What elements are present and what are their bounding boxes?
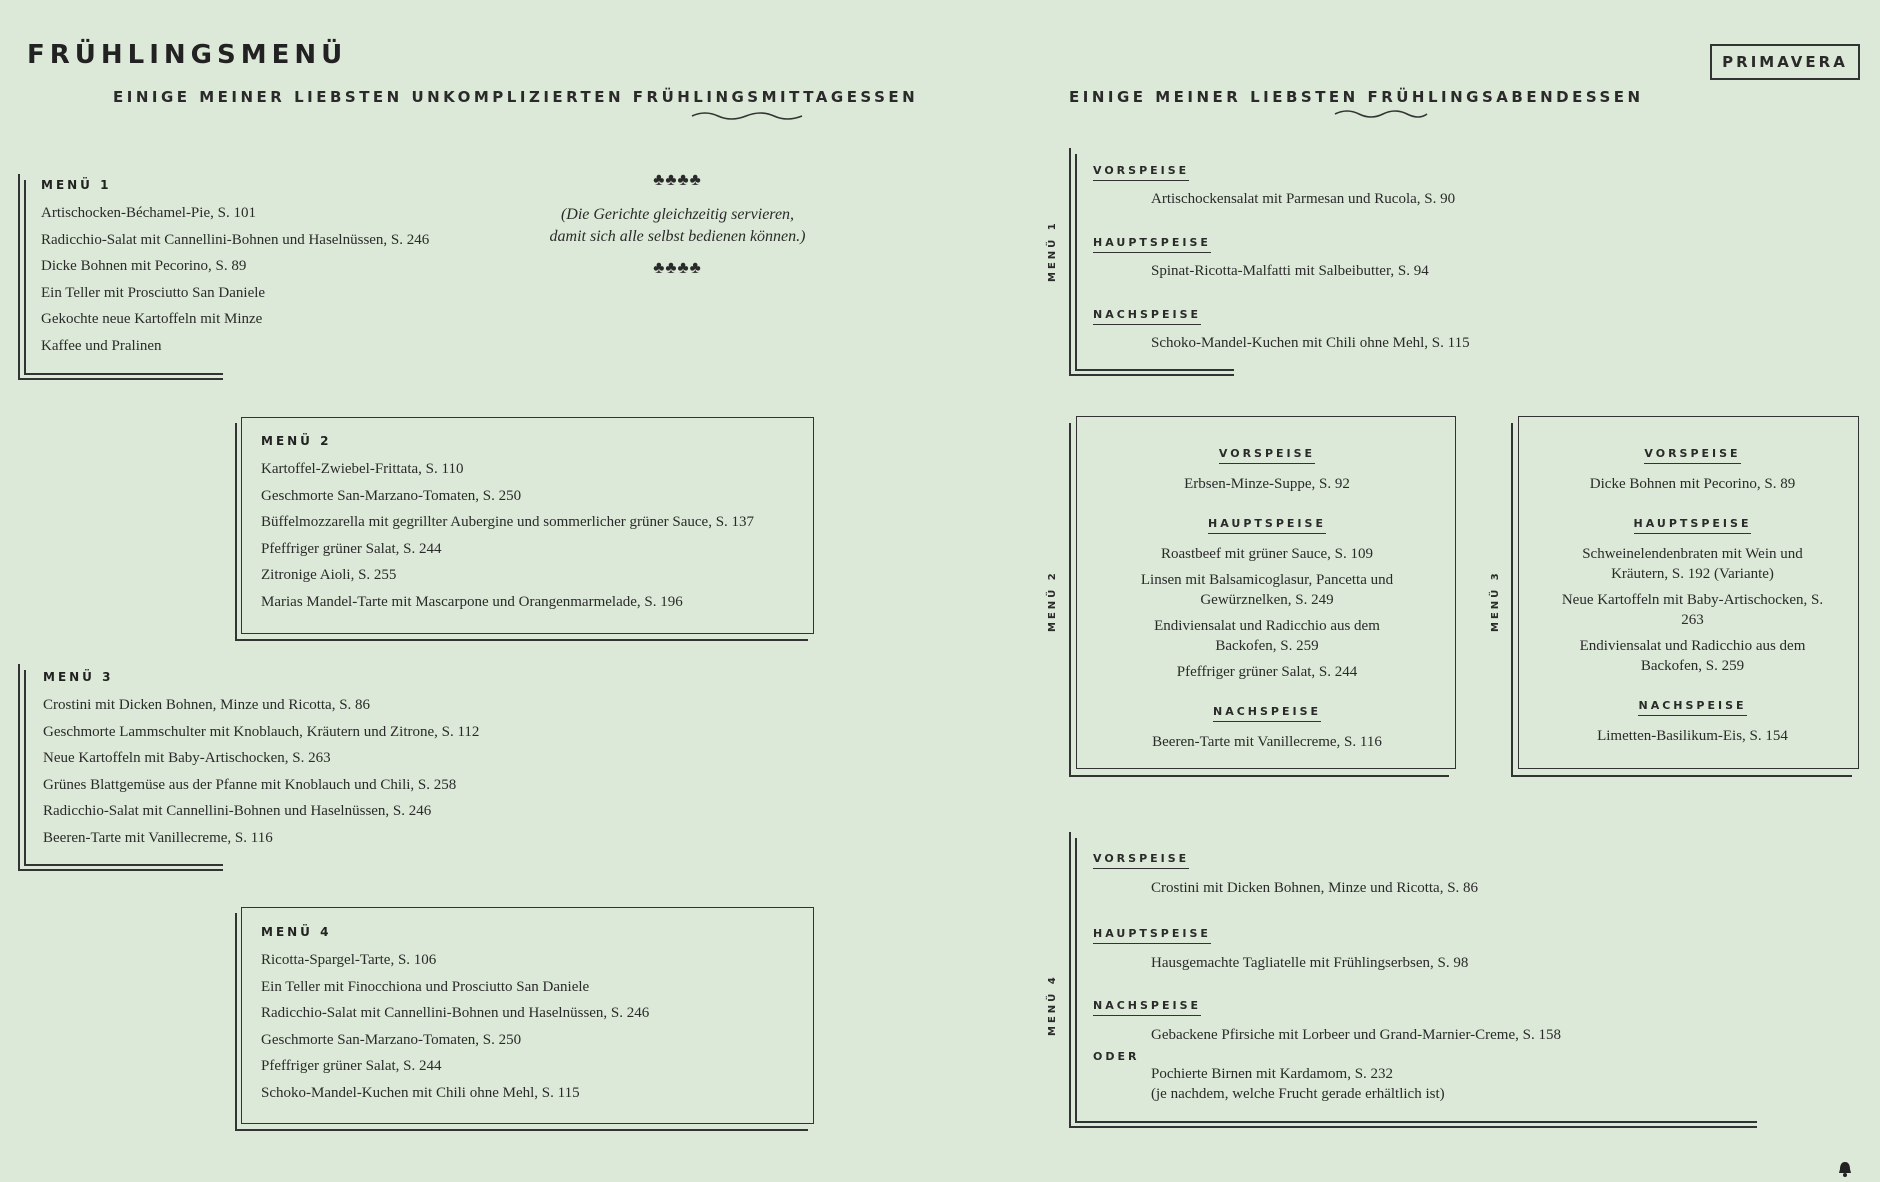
dish: Geschmorte San-Marzano-Tomaten, S. 250 xyxy=(261,1031,522,1048)
clover-ornament-icon: ♣♣♣♣ xyxy=(653,170,702,189)
course-label: NACHSPEISE xyxy=(1093,999,1201,1016)
dish: Limetten-Basilikum-Eis, S. 154 xyxy=(1597,728,1788,744)
dish: Gebackene Pfirsiche mit Lorbeer und Grand-Marnier-Creme, S. 158 xyxy=(1151,1027,1561,1043)
menu-label: MENÜ 4 xyxy=(261,925,332,939)
dish: Crostini mit Dicken Bohnen, Minze und Ricotta, S. 86 xyxy=(1151,880,1479,896)
dish: Artischockensalat mit Parmesan und Rucola, S. 90 xyxy=(1151,191,1456,207)
course-label: NACHSPEISE xyxy=(1093,308,1201,325)
course-label: VORSPEISE xyxy=(1644,447,1740,464)
dinner-heading: EINIGE MEINER LIEBSTEN FRÜHLINGSABENDESSEN xyxy=(1069,88,1644,106)
menu-vertical-label: MENÜ 2 xyxy=(1047,570,1058,632)
dish: Dicke Bohnen mit Pecorino, S. 89 xyxy=(1589,476,1796,492)
dish: Schweinelendenbraten mit Wein und Kräutern, S. 192 (Variante) xyxy=(1582,546,1803,582)
dish: Marias Mandel-Tarte mit Mascarpone und Orangenmarmelade, S. 196 xyxy=(261,593,683,610)
course-label: HAUPTSPEISE xyxy=(1634,517,1752,534)
dish: Radicchio-Salat mit Cannellini-Bohnen und Haselnüssen, S. 246 xyxy=(43,803,432,819)
dish: Kartoffel-Zwiebel-Frittata, S. 110 xyxy=(261,461,464,477)
dish: Beeren-Tarte mit Vanillecreme, S. 116 xyxy=(43,829,273,846)
menu-vertical-label: MENÜ 1 xyxy=(1047,220,1058,282)
dish: Geschmorte Lammschulter mit Knoblauch, Kräutern und Zitrone, S. 112 xyxy=(43,723,480,740)
course-label: VORSPEISE xyxy=(1219,447,1315,464)
dish: Beeren-Tarte mit Vanillecreme, S. 116 xyxy=(1152,734,1382,750)
dish: Spinat-Ricotta-Malfatti mit Salbeibutter, S. 94 xyxy=(1151,263,1429,279)
dish: Erbsen-Minze-Suppe, S. 92 xyxy=(1184,476,1350,492)
dish: Ein Teller mit Finocchiona und Prosciutto San Daniele xyxy=(261,978,590,995)
dish-note: (je nachdem, welche Frucht gerade erhältlich ist) xyxy=(1151,1086,1445,1102)
dish: Schoko-Mandel-Kuchen mit Chili ohne Mehl, S. 115 xyxy=(1151,335,1470,351)
course-label: HAUPTSPEISE xyxy=(1208,517,1326,534)
dish: Büffelmozzarella mit gegrillter Aubergine und sommerlicher grüner Sauce, S. 137 xyxy=(261,514,755,530)
serving-note xyxy=(535,170,820,278)
squiggle-ornament xyxy=(690,108,810,122)
dish: Crostini mit Dicken Bohnen, Minze und Ricotta, S. 86 xyxy=(43,697,371,713)
dish: Ricotta-Spargel-Tarte, S. 106 xyxy=(261,952,437,968)
course-label: HAUPTSPEISE xyxy=(1093,236,1211,253)
dish: Schoko-Mandel-Kuchen mit Chili ohne Mehl, S. 115 xyxy=(261,1084,580,1101)
dish: Endiviensalat und Radicchio aus dem Backofen, S. 259 xyxy=(1579,638,1806,674)
dish: Pfeffriger grüner Salat, S. 244 xyxy=(261,540,442,557)
dish: Artischocken-Béchamel-Pie, S. 101 xyxy=(41,205,256,221)
dish: Neue Kartoffeln mit Baby-Artischocken, S. 263 xyxy=(43,750,331,766)
dish: Kaffee und Pralinen xyxy=(41,337,162,354)
dish: Geschmorte San-Marzano-Tomaten, S. 250 xyxy=(261,487,522,504)
dish: Roastbeef mit grüner Sauce, S. 109 xyxy=(1160,546,1374,562)
course-label: VORSPEISE xyxy=(1093,852,1189,869)
note-line: (Die Gerichte gleichzeitig servieren, xyxy=(560,206,795,223)
or-label: ODER xyxy=(1093,1050,1140,1063)
lunch-heading: EINIGE MEINER LIEBSTEN UNKOMPLIZIERTEN FRÜHLINGSMITTAGESSEN xyxy=(113,88,919,106)
squiggle-ornament xyxy=(1333,106,1429,120)
course-label: NACHSPEISE xyxy=(1213,705,1321,722)
dish: Pfeffriger grüner Salat, S. 244 xyxy=(261,1058,442,1074)
dish: Gekochte neue Kartoffeln mit Minze xyxy=(41,311,263,327)
menu-label: MENÜ 2 xyxy=(261,434,332,448)
menu-label: MENÜ 1 xyxy=(41,178,112,192)
menu-vertical-label: MENÜ 3 xyxy=(1490,570,1501,632)
dish: Grünes Blattgemüse aus der Pfanne mit Knoblauch und Chili, S. 258 xyxy=(43,776,457,793)
course-label: HAUPTSPEISE xyxy=(1093,927,1211,944)
dish: Endiviensalat und Radicchio aus dem Backofen, S. 259 xyxy=(1154,618,1380,654)
note-line: damit sich alle selbst bedienen können.) xyxy=(549,228,806,245)
dish: Radicchio-Salat mit Cannellini-Bohnen und Haselnüssen, S. 246 xyxy=(41,231,430,248)
dish: Linsen mit Balsamicoglasur, Pancetta und Gewürznelken, S. 249 xyxy=(1140,572,1394,608)
course-label: VORSPEISE xyxy=(1093,164,1189,181)
dish: Hausgemachte Tagliatelle mit Frühlingserbsen, S. 98 xyxy=(1151,955,1469,971)
dish: Pfeffriger grüner Salat, S. 244 xyxy=(1176,664,1358,680)
clover-ornament-icon: ♣♣♣♣ xyxy=(653,258,702,277)
page-title: FRÜHLINGSMENÜ xyxy=(27,40,348,70)
dish: Radicchio-Salat mit Cannellini-Bohnen und Haselnüssen, S. 246 xyxy=(261,1005,650,1021)
menu-label: MENÜ 3 xyxy=(43,670,114,684)
season-badge: PRIMAVERA xyxy=(1710,44,1860,80)
menu-vertical-label: MENÜ 4 xyxy=(1047,974,1058,1036)
dish: Ein Teller mit Prosciutto San Daniele xyxy=(41,284,266,301)
course-label: NACHSPEISE xyxy=(1638,699,1746,716)
dish: Neue Kartoffeln mit Baby-Artischocken, S. 263 xyxy=(1561,592,1824,628)
dish: Zitronige Aioli, S. 255 xyxy=(261,567,397,583)
bell-icon xyxy=(1836,1160,1854,1178)
dish: Dicke Bohnen mit Pecorino, S. 89 xyxy=(41,258,247,274)
dish: Pochierte Birnen mit Kardamom, S. 232 xyxy=(1151,1066,1394,1082)
